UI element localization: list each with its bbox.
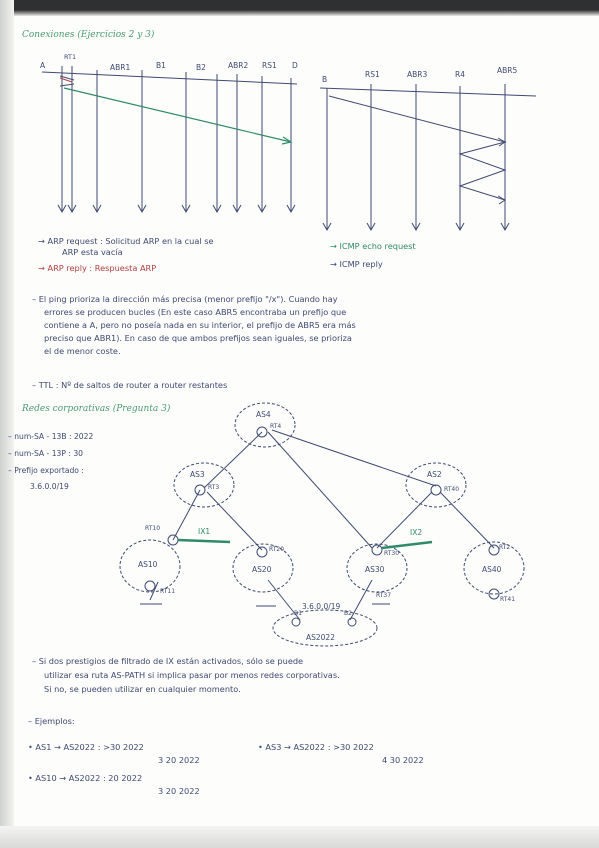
example-line: • AS1 → AS2022 : >30 2022 <box>28 742 144 752</box>
router-label: RT40 <box>444 486 460 493</box>
paragraph-line: errores se producen bucles (En este caso ABR5 encontraba un prefijo que <box>44 307 347 317</box>
paragraph-line: utilizar esa ruta AS-PATH si implica pasar por menos redes corporativas. <box>44 670 340 680</box>
router-label: RT30 <box>384 550 400 557</box>
paragraph-line: contiene a A, pero no poseía nada en su interior, el prefijo de ABR5 era más <box>44 320 356 330</box>
as-label: AS20 <box>252 565 272 574</box>
node-label: R4 <box>455 70 465 79</box>
router-label: RT41 <box>500 596 516 603</box>
router-label: RT3 <box>208 484 220 491</box>
node-label: B2 <box>196 63 206 72</box>
node-label: ABR1 <box>110 63 131 72</box>
paragraph-line: – El ping prioriza la dirección más precisa (menor prefijo "/x"). Cuando hay <box>32 294 338 304</box>
as-label: AS10 <box>138 560 158 569</box>
as-label: AS4 <box>256 410 271 419</box>
example-line: 3 20 2022 <box>158 755 200 765</box>
router-label: RT10 <box>145 525 161 532</box>
paragraph-line: Si no, se pueden utilizar en cualquier momento. <box>44 684 241 694</box>
paragraph-line: – Si dos prestigios de filtrado de IX están activados, sólo se puede <box>32 656 304 666</box>
ix-label: IX2 <box>410 528 423 537</box>
legend-icmp-request: → ICMP echo request <box>330 241 416 251</box>
node-label: B <box>322 75 328 84</box>
node-label: A <box>40 61 46 70</box>
node-label: ABR3 <box>407 70 428 79</box>
prefix-label: 3.6.0.0/19 <box>302 602 341 611</box>
legend-arp-reply: → ARP reply : Respuesta ARP <box>38 263 157 273</box>
router-label: RT4 <box>270 423 282 430</box>
node-label: RS1 <box>365 70 380 79</box>
node-label: RS1 <box>262 61 277 70</box>
node-label: ABR2 <box>228 61 249 70</box>
as-label: AS2022 <box>306 633 335 642</box>
side-note: 3.6.0.0/19 <box>30 482 69 491</box>
as-label: AS30 <box>365 565 385 574</box>
paragraph-line: el de menor coste. <box>44 346 121 356</box>
as-label: AS3 <box>190 470 205 479</box>
node-label: ABR5 <box>497 66 518 75</box>
router-label: RT11 <box>160 588 176 595</box>
examples-title: – Ejemplos: <box>28 716 75 726</box>
node-label: D <box>292 61 298 70</box>
side-note: – num-SA - 13P : 30 <box>8 449 83 458</box>
example-line: • AS10 → AS2022 : 20 2022 <box>28 773 143 783</box>
ix-label: IX1 <box>198 527 211 536</box>
heading-redes-corporativas: Redes corporativas (Pregunta 3) <box>22 404 171 414</box>
router-label: RT20 <box>269 546 285 553</box>
router-label: RT37 <box>376 592 392 599</box>
side-note: – num-SA - 13B : 2022 <box>8 432 94 441</box>
example-line: 3 20 2022 <box>158 786 200 796</box>
node-label: RT1 <box>64 53 77 61</box>
router-label: B2 <box>344 610 352 617</box>
as-label: AS40 <box>482 565 502 574</box>
example-line: 4 30 2022 <box>382 755 424 765</box>
example-line: • AS3 → AS2022 : >30 2022 <box>258 742 374 752</box>
paragraph-line: preciso que ABR1). En caso de que ambos prefijos sean iguales, se prioriza <box>44 333 352 343</box>
legend-icmp-reply: → ICMP reply <box>330 259 383 269</box>
heading-conexiones: Conexiones (Ejercicios 2 y 3) <box>22 30 155 40</box>
router-label: B1 <box>294 610 302 617</box>
legend-arp-request: → ARP request : Solicitud ARP en la cual se <box>38 236 214 246</box>
legend-arp-request-cont: ARP esta vacía <box>62 247 123 257</box>
ttl-line: – TTL : Nº de saltos de router a router restantes <box>32 380 228 390</box>
node-label: B1 <box>156 61 166 70</box>
router-label: RT2 <box>499 544 511 551</box>
side-note: – Prefijo exportado : <box>8 466 84 475</box>
as-label: AS2 <box>427 470 442 479</box>
